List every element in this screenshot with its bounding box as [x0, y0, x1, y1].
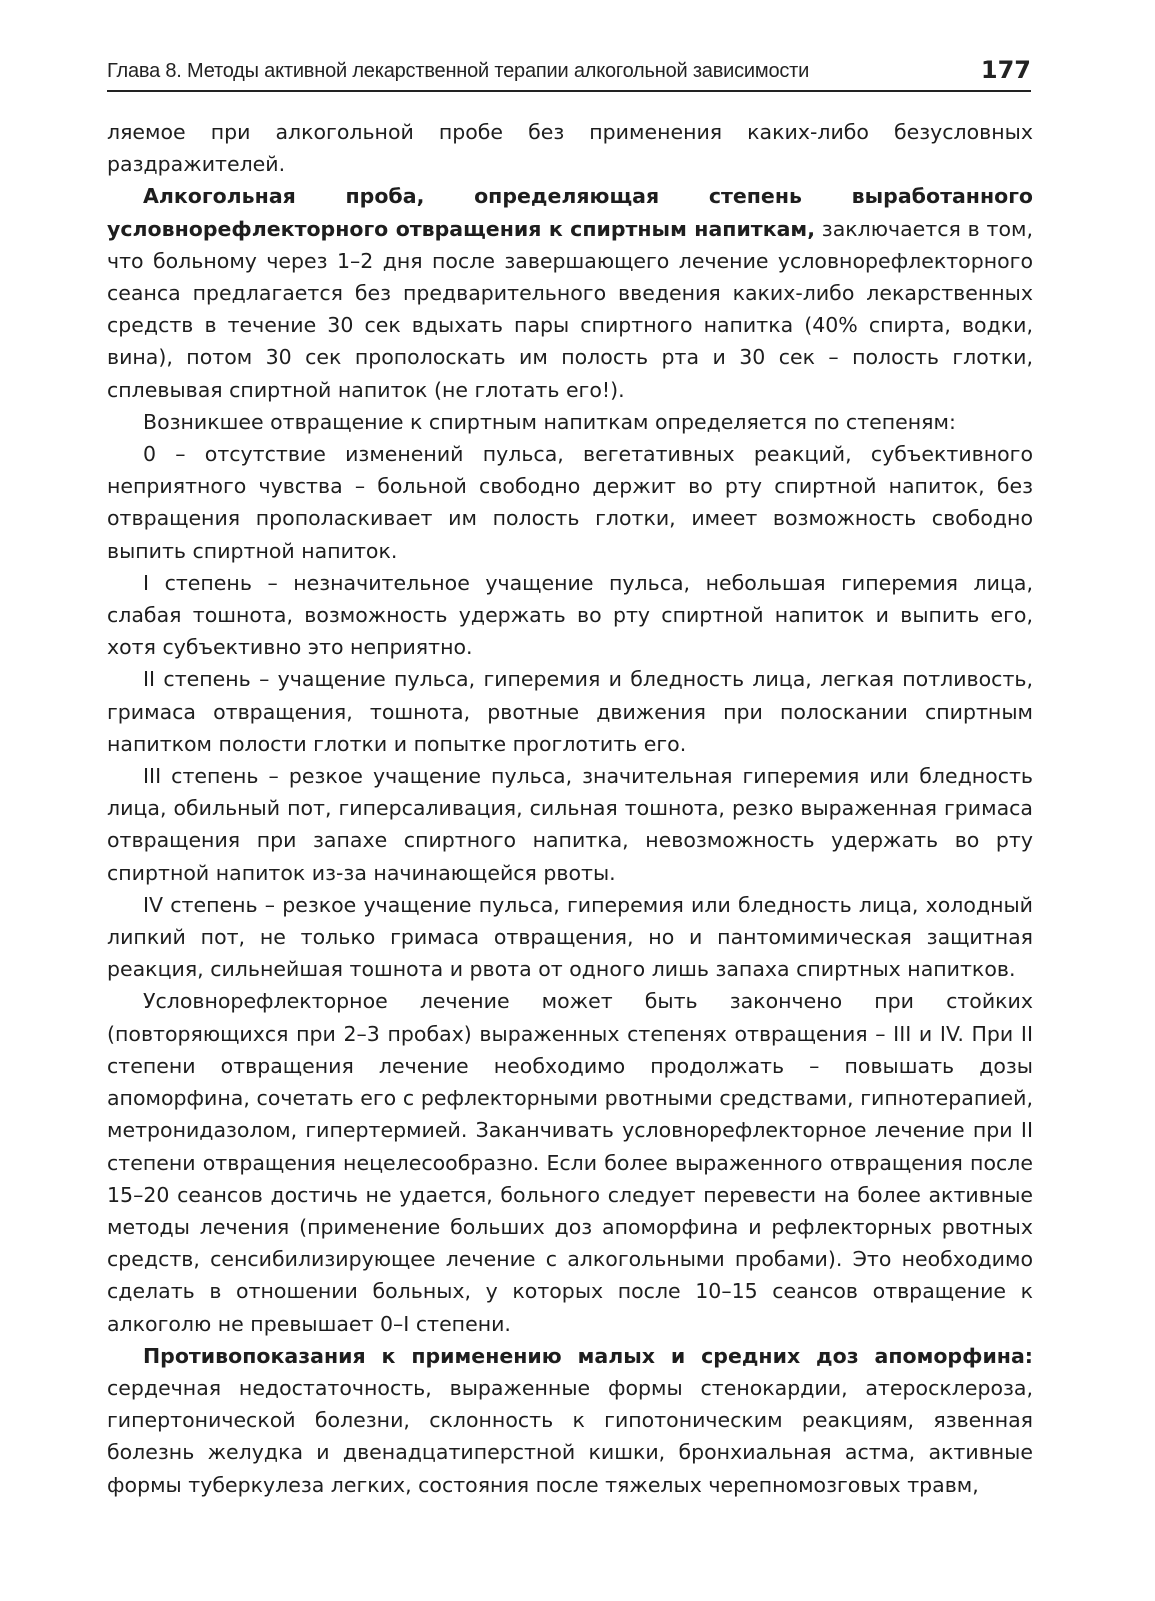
paragraph-degrees-intro: Возникшее отвращение к спиртным напиткам определяется по степеням:: [143, 409, 956, 434]
paragraph-treatment-completion: Условнорефлекторное лечение может быть закончено при стойких (повторяющихся при 2–3 пробах) выраженных степенях отвращения – III и IV. При II степени отвращения лечение необходимо продолжать – повышать дозы апоморфина, сочетать его с рефлекторными рвотными средствами, гипнотерапией, метронидазолом, гипертермией. Заканчивать условнорефлекторное лечение при II степени отвращения нецелесообразно. Если более выраженного отвращения после 15–20 сеансов достичь не удается, больного следует перевести на более активные методы лечения (применение больших доз апоморфина и рефлекторных рвотных средств, сенсибилизирующее лечение с алкогольными пробами). Это необходимо сделать в отношении больных, у которых после 10–15 сеансов отвращение к алкоголю не превышает 0–I степени.: [107, 989, 1033, 1336]
chapter-title: Глава 8. Методы активной лекарственной терапии алкогольной зависимости: [107, 60, 810, 82]
paragraph-degree-2: II степень – учащение пульса, гиперемия и бледность лица, легкая потливость, гримаса отвращения, тошнота, рвотные движения при полоскании спиртным напитком полости глотки и попытке проглотить его.: [107, 667, 1033, 756]
paragraph-degree-4: IV степень – резкое учащение пульса, гиперемия или бледность лица, холодный липкий пот, не только гримаса отвращения, но и пантомимическая защитная реакция, сильнейшая тошнота и рвота от одного лишь запаха спиртных напитков.: [107, 892, 1033, 982]
paragraph-lead-bold: Алкогольная проба, определяющая степень выработанного условнорефлекторного отвращения к спиртным напиткам,: [107, 184, 1033, 241]
paragraph-degree-1: I степень – незначительное учащение пульса, небольшая гиперемия лица, слабая тошнота, возможность удержать во рту спиртной напиток и выпить его, хотя субъективно это неприятно.: [107, 570, 1033, 660]
paragraph-alcohol-test: Алкогольная проба, определяющая степень выработанного условнорефлекторного отвращения к спиртным напиткам, заключается в том, что больному через 1–2 дня после завершающего лечение условнорефлекторного сеанса предлагается без предварительного введения каких-либо лекарственных средств в течение 30 сек вдыхать пары спиртного напитка (40% спирта, водки, вина), потом 30 сек прополоскать им полость рта и 30 сек – полость глотки, сплевывая спиртной напиток (не глотать его!).: [107, 184, 1033, 402]
running-header: [107, 56, 1031, 92]
body-text: [107, 116, 1033, 1501]
paragraph-lead-bold: Противопоказания к применению малых и средних доз апоморфина:: [143, 1343, 1033, 1368]
page-number: 177: [980, 56, 1031, 84]
paragraph-degree-3: III степень – резкое учащение пульса, значительная гиперемия или бледность лица, обильный пот, гиперсаливация, сильная тошнота, резко выраженная гримаса отвращения при запахе спиртного напитка, невозможность удержать во рту спиртной напиток из-за начинающейся рвоты.: [107, 764, 1033, 885]
paragraph-contraindications: Противопоказания к применению малых и средних доз апоморфина: сердечная недостаточность, выраженные формы стенокардии, атеросклероза, гипертонической болезни, склонность к гипотоническим реакциям, язвенная болезнь желудка и двенадцатиперстной кишки, бронхиальная астма, активные формы туберкулеза легких, состояния после тяжелых черепномозговых травм,: [107, 1343, 1033, 1497]
paragraph-degree-0: 0 – отсутствие изменений пульса, вегетативных реакций, субъективного неприятного чувства – больной свободно держит во рту спиртной напиток, без отвращения прополаскивает им полость глотки, имеет возможность свободно выпить спиртной напиток.: [107, 442, 1033, 563]
paragraph-continuation: ляемое при алкогольной пробе без применения каких-либо безусловных раздражителей.: [107, 120, 1033, 177]
